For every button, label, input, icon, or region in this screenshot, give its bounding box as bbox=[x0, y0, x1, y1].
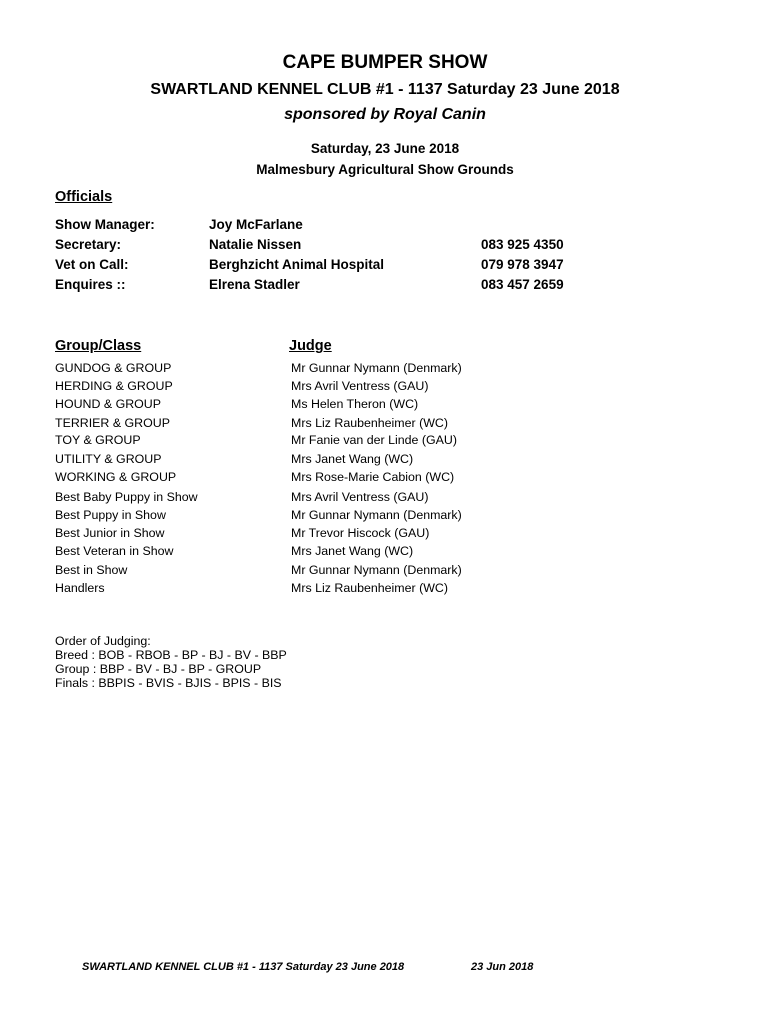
order-of-judging-heading: Order of Judging: bbox=[55, 634, 151, 648]
class-name: Handlers bbox=[55, 581, 105, 595]
official-role: Secretary: bbox=[55, 237, 122, 252]
official-name: Berghzicht Animal Hospital bbox=[209, 257, 385, 272]
footer-date: 23 Jun 2018 bbox=[471, 961, 534, 973]
judge-heading: Judge bbox=[289, 338, 332, 354]
show-date: Saturday, 23 June 2018 bbox=[310, 141, 460, 156]
class-name: Best Baby Puppy in Show bbox=[55, 490, 198, 504]
official-role: Enquires :: bbox=[55, 277, 126, 292]
official-role: Show Manager: bbox=[55, 217, 155, 232]
page-title: CAPE BUMPER SHOW bbox=[282, 52, 488, 73]
class-name: TERRIER & GROUP bbox=[55, 416, 170, 430]
judge-name: Mrs Janet Wang (WC) bbox=[291, 452, 414, 466]
official-name: Elrena Stadler bbox=[209, 277, 300, 292]
class-name: WORKING & GROUP bbox=[55, 470, 177, 484]
class-name: UTILITY & GROUP bbox=[55, 452, 162, 466]
judge-name: Ms Helen Theron (WC) bbox=[291, 397, 419, 411]
official-name: Joy McFarlane bbox=[209, 217, 303, 232]
judge-name: Mrs Liz Raubenheimer (WC) bbox=[291, 416, 448, 430]
class-name: HOUND & GROUP bbox=[55, 397, 162, 411]
show-subtitle: SWARTLAND KENNEL CLUB #1 - 1137 Saturday 23 June 2018 bbox=[150, 81, 620, 98]
officials-heading: Officials bbox=[55, 189, 113, 205]
official-phone: 083 457 2659 bbox=[481, 277, 564, 292]
official-phone: 079 978 3947 bbox=[481, 257, 564, 272]
footer-title: SWARTLAND KENNEL CLUB #1 - 1137 Saturday 23 June 2018 bbox=[82, 961, 405, 973]
official-role: Vet on Call: bbox=[55, 257, 129, 272]
judge-name: Mr Gunnar Nymann (Denmark) bbox=[291, 563, 462, 577]
class-name: TOY & GROUP bbox=[55, 433, 141, 447]
judge-name: Mr Gunnar Nymann (Denmark) bbox=[291, 508, 462, 522]
order-group: Group : BBP - BV - BJ - BP - GROUP bbox=[55, 662, 262, 676]
show-venue: Malmesbury Agricultural Show Grounds bbox=[256, 162, 514, 177]
class-name: GUNDOG & GROUP bbox=[55, 361, 172, 375]
class-name: Best Veteran in Show bbox=[55, 544, 174, 558]
order-finals: Finals : BBPIS - BVIS - BJIS - BPIS - BIS bbox=[55, 676, 282, 690]
judge-name: Mr Fanie van der Linde (GAU) bbox=[291, 433, 457, 447]
judge-name: Mrs Rose-Marie Cabion (WC) bbox=[291, 470, 455, 484]
class-name: HERDING & GROUP bbox=[55, 379, 173, 393]
judge-name: Mrs Avril Ventress (GAU) bbox=[291, 379, 429, 393]
sponsor-line: sponsored by Royal Canin bbox=[284, 106, 486, 123]
official-name: Natalie Nissen bbox=[209, 237, 302, 252]
judge-name: Mrs Liz Raubenheimer (WC) bbox=[291, 581, 448, 595]
class-name: Best Puppy in Show bbox=[55, 508, 166, 522]
class-name: Best in Show bbox=[55, 563, 128, 577]
official-phone: 083 925 4350 bbox=[481, 237, 564, 252]
judge-name: Mr Trevor Hiscock (GAU) bbox=[291, 526, 430, 540]
order-breed: Breed : BOB - RBOB - BP - BJ - BV - BBP bbox=[55, 648, 287, 662]
judge-name: Mr Gunnar Nymann (Denmark) bbox=[291, 361, 462, 375]
class-name: Best Junior in Show bbox=[55, 526, 165, 540]
group-class-heading: Group/Class bbox=[55, 338, 142, 354]
judge-name: Mrs Janet Wang (WC) bbox=[291, 544, 414, 558]
judge-name: Mrs Avril Ventress (GAU) bbox=[291, 490, 429, 504]
